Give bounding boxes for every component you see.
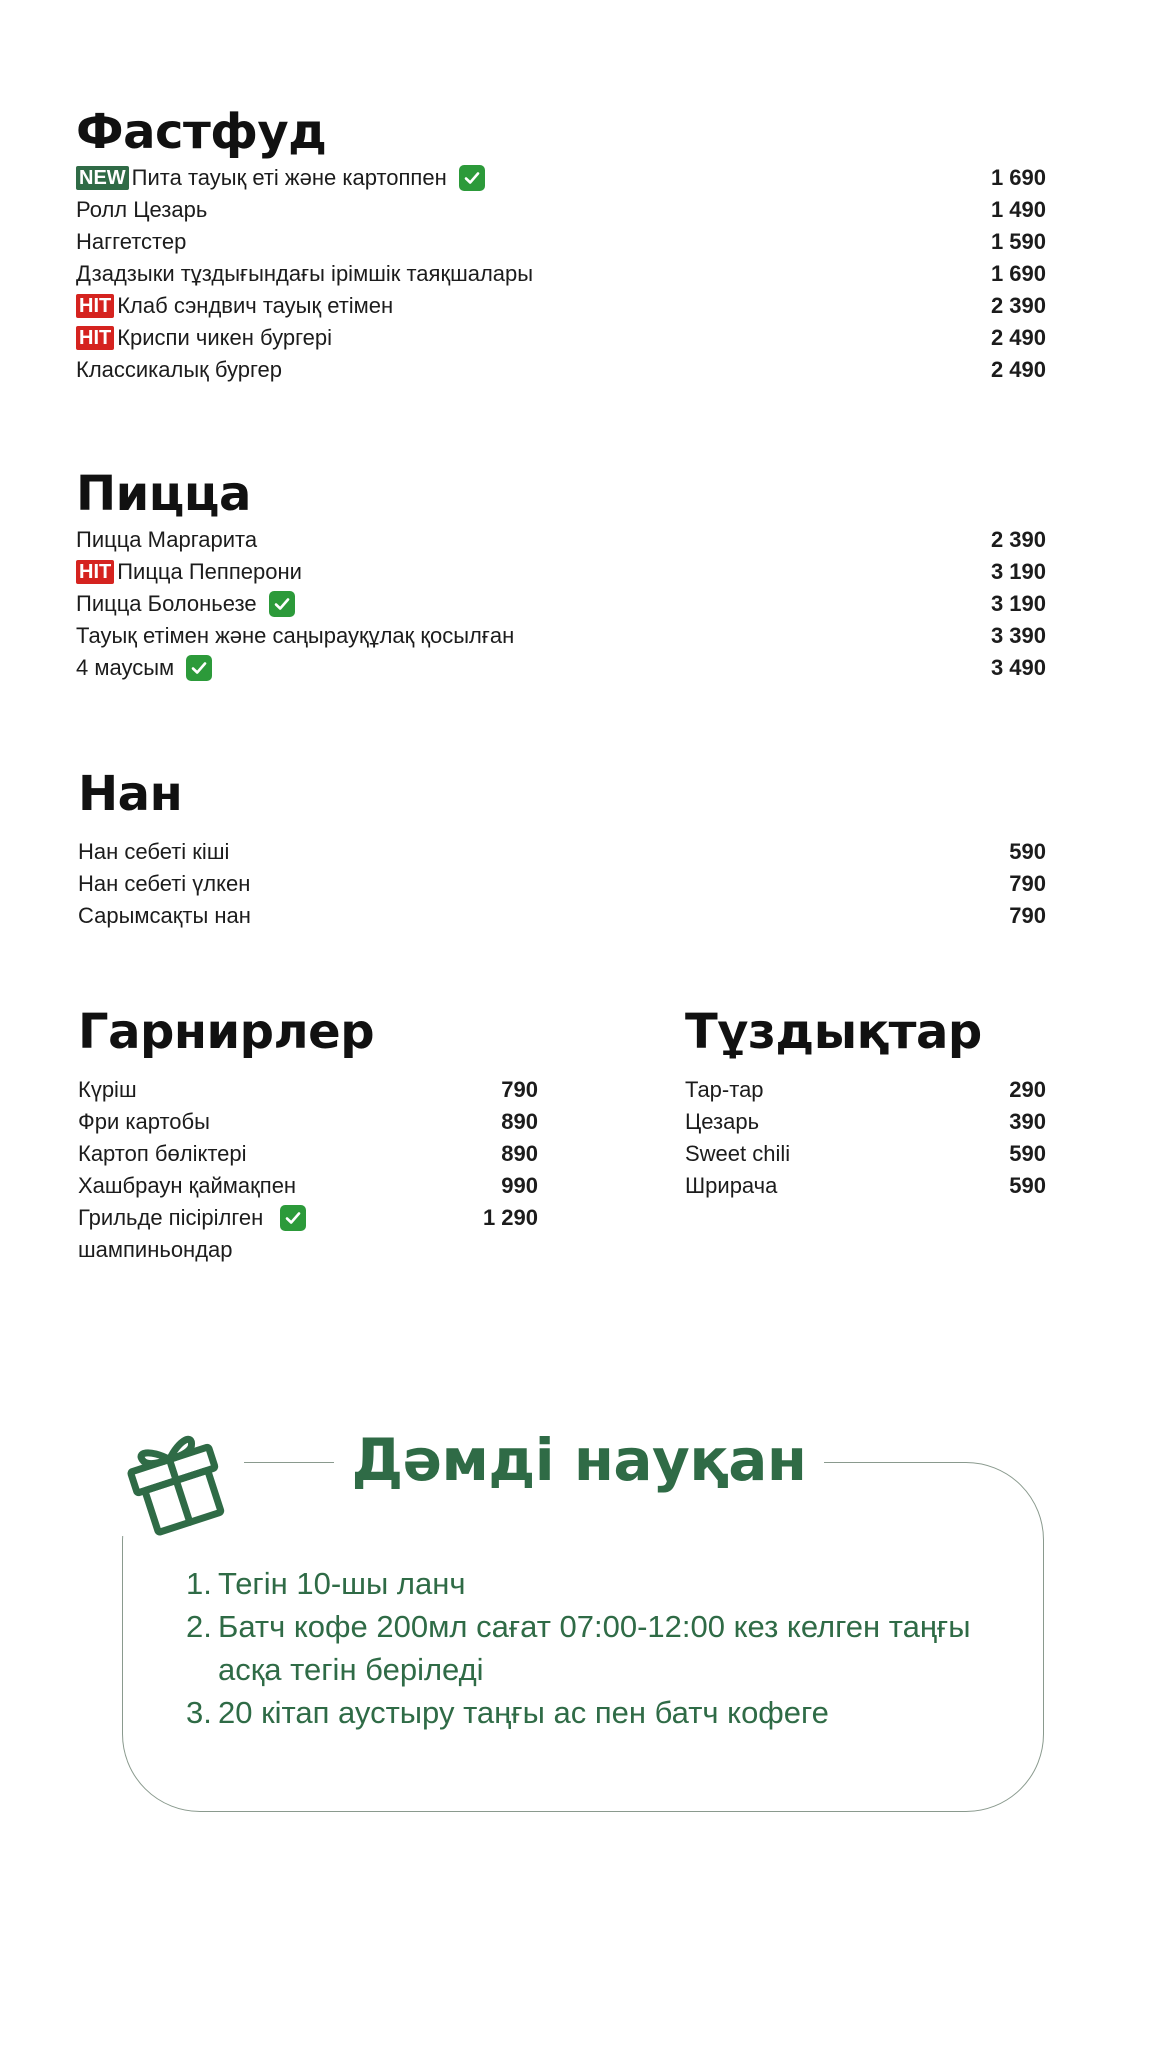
menu-item-name: Наггетстер: [76, 229, 187, 254]
menu-item: [76, 588, 1046, 620]
gift-icon: [108, 1400, 244, 1536]
menu-item-name-wrap: [78, 1106, 210, 1138]
menu-item-price: 790: [1009, 871, 1046, 896]
section-sauces: [685, 1004, 1046, 1202]
menu-item-name: Дзадзыки тұздығындағы ірімшік таяқшалары: [76, 261, 534, 286]
section-title: Пицца: [76, 466, 251, 522]
menu-item: [76, 290, 1046, 322]
menu-item-name: Пицца Пепперони: [117, 559, 302, 584]
menu-item: [78, 1106, 538, 1138]
menu-item-name: Сарымсақты нан: [78, 903, 251, 928]
menu-item-name-wrap: [76, 290, 393, 322]
menu-item: [685, 1138, 1046, 1170]
menu-item-name: Картоп бөліктері: [78, 1141, 247, 1166]
menu-item-price: 790: [1009, 903, 1046, 928]
check-icon: [280, 1205, 306, 1231]
promo-item-text: Батч кофе 200мл сағат 07:00-12:00 кез келген таңғы асқа тегін беріледі: [218, 1609, 971, 1687]
menu-item-name-wrap: [78, 1170, 296, 1202]
menu-item-name: Пицца Болоньезе: [76, 591, 257, 616]
menu-item-price: 1 290: [482, 1205, 538, 1230]
menu-item-name-wrap: [76, 322, 332, 354]
menu-item-price: 2 390: [990, 293, 1046, 318]
menu-item-name-wrap: [78, 900, 251, 932]
promo-item-number: 2.: [186, 1609, 212, 1644]
section-pizza: [76, 466, 1046, 684]
menu-item: [685, 1074, 1046, 1106]
menu-item-name-wrap: [76, 524, 257, 556]
menu-item-name: Тар-тар: [685, 1077, 764, 1102]
menu-item-name-wrap: [78, 1074, 137, 1106]
menu-item-name: Нан себеті үлкен: [78, 871, 251, 896]
menu-item-price: 3 490: [990, 655, 1046, 680]
promo-title: Дәмді науқан: [334, 1420, 824, 1500]
menu-item: [78, 1202, 538, 1266]
menu-item-name: Ролл Цезарь: [76, 197, 208, 222]
new-badge: NEW: [76, 166, 129, 190]
menu-item-price: 890: [501, 1141, 538, 1166]
menu-item-name: Sweet chili: [685, 1141, 791, 1166]
menu-item-name: Шрирача: [685, 1173, 778, 1198]
menu-item: [685, 1170, 1046, 1202]
menu-list: [685, 1074, 1046, 1202]
menu-list: [76, 524, 1046, 684]
menu-item: [76, 162, 1046, 194]
menu-item-name-wrap: [685, 1106, 759, 1138]
menu-item-price: 2 490: [990, 357, 1046, 382]
menu-item: [76, 556, 1046, 588]
menu-item-name-wrap: [76, 354, 282, 386]
hit-badge: HIT: [76, 294, 114, 318]
hit-badge: HIT: [76, 326, 114, 350]
menu-item: [76, 652, 1046, 684]
menu-item-name-wrap: [76, 588, 295, 620]
menu-item-name: 4 маусым: [76, 655, 175, 680]
menu-item-name-wrap: [685, 1170, 777, 1202]
menu-item-name-wrap: [76, 162, 485, 194]
check-icon: [459, 165, 485, 191]
check-icon: [269, 591, 295, 617]
menu-item-name-wrap: [78, 868, 250, 900]
menu-item-name-wrap: [76, 556, 302, 588]
menu-item-name-wrap: [685, 1074, 764, 1106]
menu-item-price: 1 690: [990, 261, 1046, 286]
promo-item: [186, 1691, 1006, 1734]
menu-item-price: 3 390: [990, 623, 1046, 648]
menu-item-price: 3 190: [990, 591, 1046, 616]
menu-item-name-wrap: [76, 652, 212, 684]
menu-item-name: Классикалық бургер: [76, 357, 283, 382]
menu-item-name: Криспи чикен бургері: [117, 325, 332, 350]
menu-item: [76, 524, 1046, 556]
menu-item-price: 1 590: [990, 229, 1046, 254]
menu-item-name-wrap: [76, 258, 533, 290]
menu-item-price: 590: [1009, 839, 1046, 864]
menu-item-name: Фри картобы: [78, 1109, 210, 1134]
menu-item-price: 290: [1009, 1077, 1046, 1102]
section-title: Фастфуд: [76, 104, 327, 160]
menu-item-price: 590: [1009, 1141, 1046, 1166]
menu-list: [78, 836, 1046, 932]
menu-item-name: Тауық етімен және саңырауқұлақ қосылған: [76, 623, 515, 648]
menu-item-price: 390: [1009, 1109, 1046, 1134]
check-icon: [186, 655, 212, 681]
section-fastfood: [76, 104, 1046, 386]
menu-item-name-wrap: [78, 1202, 306, 1266]
menu-item: [78, 1074, 538, 1106]
section-title: Гарнирлер: [78, 1004, 375, 1060]
section-bread: [78, 766, 1046, 932]
menu-item-price: 2 490: [990, 325, 1046, 350]
menu-item-price: 3 190: [990, 559, 1046, 584]
menu-item-price: 890: [501, 1109, 538, 1134]
menu-item-price: 1 690: [990, 165, 1046, 190]
menu-item: [76, 620, 1046, 652]
menu-item-name-wrap: [76, 226, 186, 258]
menu-item-name-wrap: [78, 1138, 247, 1170]
menu-item-price: 590: [1009, 1173, 1046, 1198]
section-title: Тұздықтар: [685, 1004, 982, 1060]
menu-item: [685, 1106, 1046, 1138]
promo-item-text: Тегін 10-шы ланч: [218, 1566, 466, 1601]
promo-item-text: 20 кітап аустыру таңғы ас пен батч кофеге: [218, 1695, 829, 1730]
promo-item-number: 1.: [186, 1566, 212, 1601]
promo-list: [186, 1562, 1006, 1734]
menu-item: [76, 354, 1046, 386]
menu-item-name-wrap: [76, 194, 207, 226]
menu-item-name: Күріш: [78, 1077, 137, 1102]
menu-item-name-wrap: [76, 620, 514, 652]
menu-item: [76, 226, 1046, 258]
menu-item: [76, 258, 1046, 290]
menu-item-price: 1 490: [990, 197, 1046, 222]
section-sides: [78, 1004, 538, 1266]
menu-item: [78, 900, 1046, 932]
menu-item-price: 990: [501, 1173, 538, 1198]
menu-item: [76, 322, 1046, 354]
section-title: Нан: [78, 766, 183, 822]
promo-item: [186, 1562, 1006, 1605]
menu-item: [76, 194, 1046, 226]
hit-badge: HIT: [76, 560, 114, 584]
menu-item-price: 2 390: [990, 527, 1046, 552]
menu-item-name: Клаб сэндвич тауық етімен: [117, 293, 394, 318]
menu-item-price: 790: [501, 1077, 538, 1102]
menu-item: [78, 1138, 538, 1170]
menu-item-name-wrap: [685, 1138, 790, 1170]
menu-item-name: Нан себеті кіші: [78, 839, 230, 864]
promo-item: [186, 1605, 1006, 1691]
menu-item-name: Хашбраун қаймақпен: [78, 1173, 297, 1198]
menu-list: [76, 162, 1046, 386]
promo-item-number: 3.: [186, 1695, 212, 1730]
menu-item-name: Пицца Маргарита: [76, 527, 258, 552]
menu-item: [78, 868, 1046, 900]
menu-item: [78, 836, 1046, 868]
menu-item-name: Грильде пісірілген шампиньондар: [78, 1205, 264, 1262]
menu-item: [78, 1170, 538, 1202]
menu-item-name-wrap: [78, 836, 229, 868]
menu-item-name: Цезарь: [685, 1109, 760, 1134]
menu-item-name: Пита тауық еті және картоппен: [131, 165, 447, 190]
menu-list: [78, 1074, 538, 1266]
